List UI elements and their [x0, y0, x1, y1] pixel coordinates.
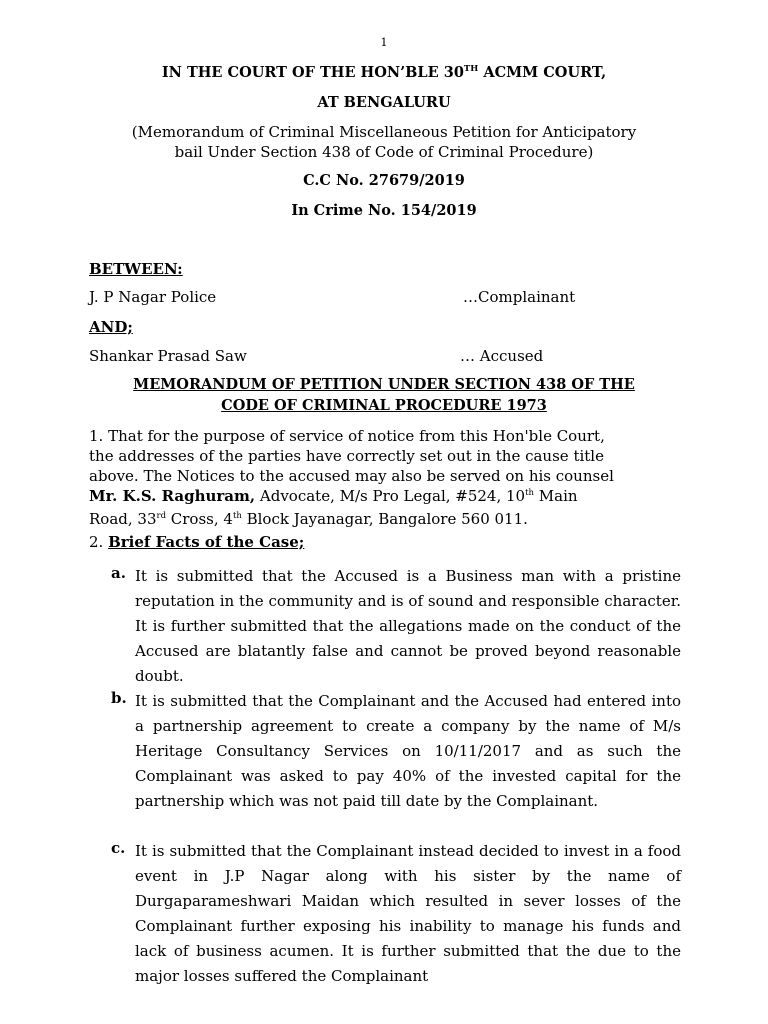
section-2-title: Brief Facts of the Case; [108, 533, 305, 551]
accused-name: Shankar Prasad Saw [89, 347, 247, 365]
paragraph-1-line3: above. The Notices to the accused may also be served on his counsel [89, 467, 614, 485]
fact-marker: c. [111, 839, 126, 857]
crime-number: In Crime No. 154/2019 [291, 202, 477, 219]
counsel-name: Mr. K.S. Raghuram, [89, 487, 256, 505]
address-cross: Cross, 4 [166, 510, 233, 528]
section-2-heading [89, 533, 304, 551]
paragraph-1-line5 [89, 509, 689, 532]
section-2-number: 2. [89, 533, 109, 551]
fact-item-a [111, 564, 681, 689]
petition-heading-line2: CODE OF CRIMINAL PROCEDURE 1973 [221, 397, 547, 414]
fact-item-b [111, 689, 681, 814]
address-road: Road, 33 [89, 510, 157, 528]
fact-marker: a. [111, 564, 126, 582]
court-title-sup: TH [463, 64, 479, 74]
memo-subtitle-line1: (Memorandum of Criminal Miscellaneous Petition for Anticipatory [131, 123, 637, 141]
case-number: C.C No. 27679/2019 [303, 172, 465, 189]
court-title-post: ACMM COURT, [478, 64, 607, 81]
fact-text: It is submitted that the Complainant instead decided to invest in a food event in J.P Nagar along with his sister by the name of Durgaparameshwari Maidan which resulted in sever losses of the Complainant further exposing his inability to manage his funds and lack of business acumen. It is further submitted that the due to the major losses suffered the Complainant [135, 842, 681, 985]
fact-text: It is submitted that the Accused is a Business man with a pristine reputation in the community and is of sound and responsible character. It is further submitted that the allegations made on the conduct of the Accused are blatantly false and cannot be proved beyond reasonable doubt. [135, 567, 681, 685]
superscript: rd [156, 511, 167, 521]
page-number: 1 [380, 36, 388, 49]
court-title-pre: IN THE COURT OF THE HON’BLE 30 [161, 64, 464, 81]
fact-item-c [111, 839, 681, 989]
memo-subtitle-line2: bail Under Section 438 of Code of Criminal Procedure) [174, 143, 594, 161]
counsel-address-part1: Advocate, M/s Pro Legal, #524, 10 [255, 487, 526, 505]
complainant-name: J. P Nagar Police [89, 288, 217, 306]
fact-marker: b. [111, 689, 127, 707]
petition-heading-line1: MEMORANDUM OF PETITION UNDER SECTION 438 OF THE [133, 376, 635, 393]
superscript: th [525, 488, 534, 498]
court-location: AT BENGALURU [317, 94, 451, 111]
between-label: BETWEEN: [89, 260, 183, 278]
counsel-address-part2: Main [534, 487, 578, 505]
address-block: Block Jayanagar, Bangalore 560 011. [241, 510, 528, 528]
paragraph-1-line2: the addresses of the parties have correctly set out in the cause title [89, 447, 604, 465]
superscript: th [232, 511, 242, 521]
paragraph-1-line1: 1. That for the purpose of service of notice from this Hon'ble Court, [89, 427, 605, 445]
complainant-role: …Complainant [463, 288, 576, 306]
accused-role: … Accused [460, 347, 544, 365]
and-label: AND; [89, 318, 133, 336]
paragraph-1-line4 [89, 486, 689, 509]
court-title [0, 64, 768, 81]
fact-text: It is submitted that the Complainant and the Accused had entered into a partnership agreement to create a company by the name of M/s Heritage Consultancy Services on 10/11/2017 and as such the Complainant was asked to pay 40% of the invested capital for the partnership which was not paid till date by the Complainant. [135, 692, 681, 810]
paragraph-1 [89, 426, 689, 532]
